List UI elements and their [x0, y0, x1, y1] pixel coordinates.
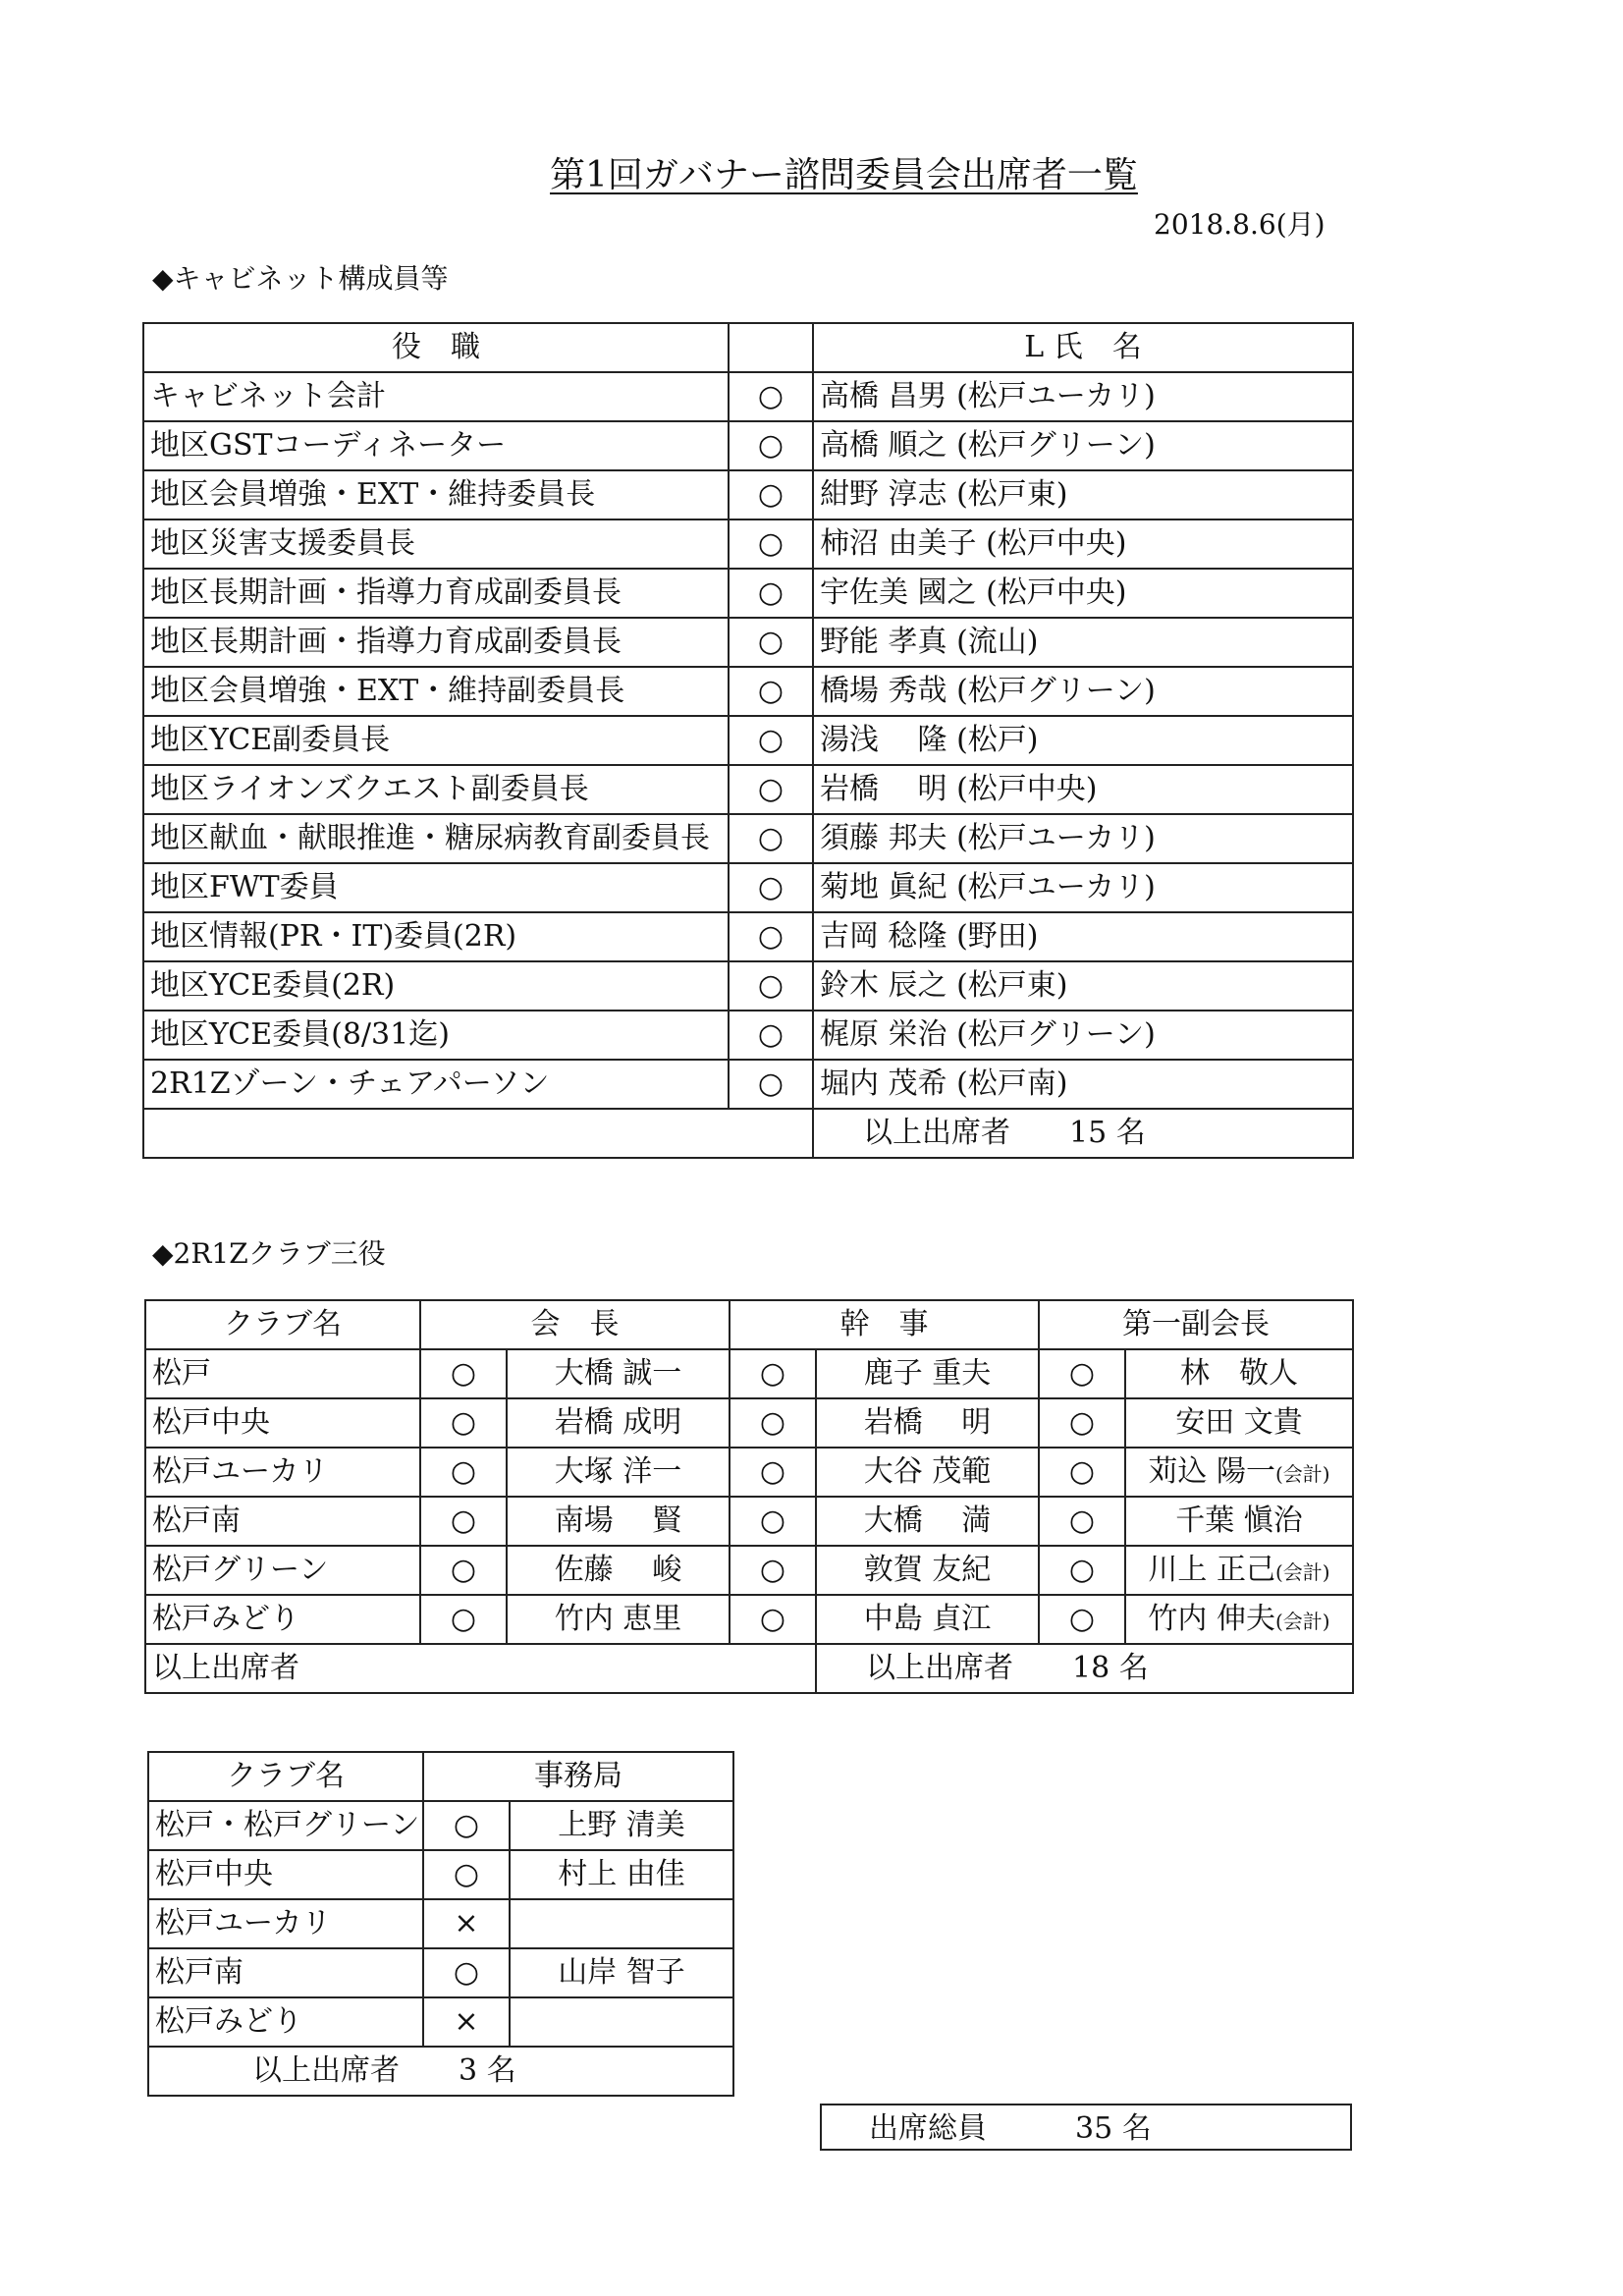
vice-president-name: 竹内 伸夫 [1148, 1602, 1275, 1636]
attendance-mark: ○ [729, 863, 813, 912]
vice-president-mark: ○ [1039, 1448, 1125, 1497]
attendance-mark: ○ [729, 618, 813, 667]
table-row [143, 618, 1353, 667]
table-row [143, 569, 1353, 618]
club-name-cell: 松戸みどり [145, 1595, 420, 1644]
cabinet-total: 以上出席者 15 名 [813, 1109, 1353, 1158]
table-row [145, 1497, 1353, 1546]
secretary-name: 中島 貞江 [816, 1595, 1039, 1644]
secretary-name: 敦賀 友紀 [816, 1546, 1039, 1595]
office-header: 事務局 [423, 1752, 733, 1801]
office-club-cell: 松戸南 [148, 1948, 423, 1997]
clubs-rows [145, 1349, 1353, 1644]
vice-president-mark: ○ [1039, 1349, 1125, 1398]
vice-president-name: 川上 正己 [1148, 1553, 1275, 1587]
secretary-name: 大橋 満 [816, 1497, 1039, 1546]
role-cell: 地区献血・献眼推進・糖尿病教育副委員長 [143, 814, 729, 863]
club-name-cell: 松戸 [145, 1349, 420, 1398]
attendance-mark: ○ [729, 912, 813, 961]
president-mark: ○ [420, 1595, 507, 1644]
table-row [143, 863, 1353, 912]
vice-president-note: (会計) [1274, 1610, 1330, 1633]
table-row [143, 470, 1353, 519]
table-row [143, 1060, 1353, 1109]
name-cell: 高橋 昌男 (松戸ユーカリ) [813, 372, 1353, 421]
club-header: クラブ名 [145, 1300, 420, 1349]
secretary-mark: ○ [730, 1448, 816, 1497]
attendance-mark: ○ [729, 569, 813, 618]
office-staff-name: 山岸 智子 [510, 1948, 733, 1997]
name-cell: 柿沼 由美子 (松戸中央) [813, 519, 1353, 569]
attendance-mark: ○ [729, 667, 813, 716]
secretary-header: 幹 事 [730, 1300, 1039, 1349]
cabinet-total-blank [143, 1109, 813, 1158]
role-cell: 地区ライオンズクエスト副委員長 [143, 765, 729, 814]
vice-president-cell [1125, 1595, 1353, 1644]
attendance-mark: ○ [729, 961, 813, 1011]
president-mark: ○ [420, 1546, 507, 1595]
name-cell: 高橋 順之 (松戸グリーン) [813, 421, 1353, 470]
office-club-header: クラブ名 [148, 1752, 423, 1801]
table-row [143, 716, 1353, 765]
mark-header [729, 323, 813, 372]
document-date: 2018.8.6(月) [1154, 208, 1325, 241]
club-name-cell: 松戸グリーン [145, 1546, 420, 1595]
office-total: 以上出席者 3 名 [148, 2047, 733, 2096]
president-name: 大塚 洋一 [507, 1448, 730, 1497]
clubs-table [144, 1299, 1354, 1694]
role-cell: 地区FWT委員 [143, 863, 729, 912]
role-cell: 地区情報(PR・IT)委員(2R) [143, 912, 729, 961]
vice-president-mark: ○ [1039, 1398, 1125, 1448]
name-cell: 湯浅 隆 (松戸) [813, 716, 1353, 765]
role-cell: 地区災害支援委員長 [143, 519, 729, 569]
name-cell: 吉岡 稔隆 (野田) [813, 912, 1353, 961]
table-row [143, 519, 1353, 569]
attendance-mark: × [423, 1899, 510, 1948]
name-cell: 菊地 眞紀 (松戸ユーカリ) [813, 863, 1353, 912]
cabinet-header-row [143, 323, 1353, 372]
grand-total-box [820, 2104, 1352, 2151]
role-cell: 2R1Zゾーン・チェアパーソン [143, 1060, 729, 1109]
table-row [143, 372, 1353, 421]
table-row [148, 1997, 733, 2047]
clubs-header-row [145, 1300, 1353, 1349]
office-table [147, 1751, 734, 2097]
office-club-cell: 松戸みどり [148, 1997, 423, 2047]
vice-president-name: 苅込 陽一 [1148, 1454, 1275, 1489]
attendance-mark: ○ [729, 716, 813, 765]
cabinet-total-row [143, 1109, 1353, 1158]
attendance-mark: ○ [729, 372, 813, 421]
role-cell: 地区GSTコーディネーター [143, 421, 729, 470]
page-title: 第1回ガバナー諮問委員会出席者一覧 [550, 155, 1138, 195]
office-club-cell: 松戸ユーカリ [148, 1899, 423, 1948]
vice-president-mark: ○ [1039, 1546, 1125, 1595]
vice-president-note: (会計) [1274, 1462, 1330, 1486]
secretary-mark: ○ [730, 1349, 816, 1398]
vice-president-note: (会計) [1274, 1560, 1330, 1584]
table-row [145, 1448, 1353, 1497]
role-cell: 地区YCE委員(8/31迄) [143, 1011, 729, 1060]
president-header: 会 長 [420, 1300, 730, 1349]
name-cell: 須藤 邦夫 (松戸ユーカリ) [813, 814, 1353, 863]
cabinet-rows [143, 372, 1353, 1109]
role-cell: 地区YCE委員(2R) [143, 961, 729, 1011]
president-name: 岩橋 成明 [507, 1398, 730, 1448]
vice-president-name: 安田 文貴 [1175, 1405, 1303, 1440]
attendance-mark: ○ [423, 1948, 510, 1997]
office-staff-name: 村上 由佳 [510, 1850, 733, 1899]
clubs-section-heading: ◆2R1Zクラブ三役 [152, 1237, 386, 1270]
vice-president-cell [1125, 1546, 1353, 1595]
club-name-cell: 松戸中央 [145, 1398, 420, 1448]
club-name-cell: 松戸南 [145, 1497, 420, 1546]
role-cell: 地区会員増強・EXT・維持副委員長 [143, 667, 729, 716]
attendance-mark: ○ [729, 421, 813, 470]
president-name: 竹内 恵里 [507, 1595, 730, 1644]
vice-president-cell [1125, 1497, 1353, 1546]
president-mark: ○ [420, 1448, 507, 1497]
name-cell: 岩橋 明 (松戸中央) [813, 765, 1353, 814]
table-row [143, 421, 1353, 470]
table-row [148, 1948, 733, 1997]
vice-president-cell [1125, 1448, 1353, 1497]
vice-president-name: 林 敬人 [1180, 1356, 1298, 1391]
secretary-name: 岩橋 明 [816, 1398, 1039, 1448]
name-cell: 野能 孝真 (流山) [813, 618, 1353, 667]
president-mark: ○ [420, 1398, 507, 1448]
vice-president-header: 第一副会長 [1039, 1300, 1353, 1349]
name-cell: 梶原 栄治 (松戸グリーン) [813, 1011, 1353, 1060]
role-cell: 地区YCE副委員長 [143, 716, 729, 765]
role-header: 役 職 [143, 323, 729, 372]
attendance-mark: × [423, 1997, 510, 2047]
table-row [143, 1011, 1353, 1060]
role-cell: 地区会員増強・EXT・維持委員長 [143, 470, 729, 519]
vice-president-cell [1125, 1349, 1353, 1398]
president-name: 南場 賢 [507, 1497, 730, 1546]
attendance-mark: ○ [729, 814, 813, 863]
table-row [148, 1801, 733, 1850]
name-cell: 鈴木 辰之 (松戸東) [813, 961, 1353, 1011]
table-row [143, 912, 1353, 961]
cabinet-table [142, 322, 1354, 1159]
attendance-mark: ○ [729, 765, 813, 814]
clubs-total-label: 以上出席者 [145, 1644, 816, 1693]
attendance-mark: ○ [729, 519, 813, 569]
clubs-total-row [145, 1644, 1353, 1693]
name-cell: 宇佐美 國之 (松戸中央) [813, 569, 1353, 618]
office-rows [148, 1801, 733, 2047]
office-staff-name [510, 1997, 733, 2047]
office-header-row [148, 1752, 733, 1801]
secretary-mark: ○ [730, 1497, 816, 1546]
office-total-row [148, 2047, 733, 2096]
president-mark: ○ [420, 1497, 507, 1546]
office-staff-name: 上野 清美 [510, 1801, 733, 1850]
role-cell: キャビネット会計 [143, 372, 729, 421]
name-cell: 橋場 秀哉 (松戸グリーン) [813, 667, 1353, 716]
table-row [143, 961, 1353, 1011]
vice-president-name: 千葉 愼治 [1175, 1503, 1303, 1538]
table-row [145, 1595, 1353, 1644]
office-club-cell: 松戸・松戸グリーン [148, 1801, 423, 1850]
table-row [145, 1349, 1353, 1398]
vice-president-cell [1125, 1398, 1353, 1448]
attendance-mark: ○ [423, 1801, 510, 1850]
name-cell: 堀内 茂希 (松戸南) [813, 1060, 1353, 1109]
table-row [143, 765, 1353, 814]
secretary-name: 鹿子 重夫 [816, 1349, 1039, 1398]
name-cell: 紺野 淳志 (松戸東) [813, 470, 1353, 519]
role-cell: 地区長期計画・指導力育成副委員長 [143, 618, 729, 667]
vice-president-mark: ○ [1039, 1497, 1125, 1546]
table-row [145, 1398, 1353, 1448]
office-staff-name [510, 1899, 733, 1948]
secretary-name: 大谷 茂範 [816, 1448, 1039, 1497]
grand-total: 出席総員 35 名 [869, 2111, 1152, 2146]
table-row [148, 1850, 733, 1899]
secretary-mark: ○ [730, 1595, 816, 1644]
secretary-mark: ○ [730, 1546, 816, 1595]
table-row [148, 1899, 733, 1948]
table-row [145, 1546, 1353, 1595]
club-name-cell: 松戸ユーカリ [145, 1448, 420, 1497]
attendance-mark: ○ [729, 470, 813, 519]
office-club-cell: 松戸中央 [148, 1850, 423, 1899]
attendance-mark: ○ [423, 1850, 510, 1899]
table-row [143, 814, 1353, 863]
cabinet-section-heading: ◆キャビネット構成員等 [152, 262, 449, 295]
name-header: L 氏 名 [813, 323, 1353, 372]
president-mark: ○ [420, 1349, 507, 1398]
secretary-mark: ○ [730, 1398, 816, 1448]
president-name: 佐藤 峻 [507, 1546, 730, 1595]
attendance-mark: ○ [729, 1060, 813, 1109]
president-name: 大橋 誠一 [507, 1349, 730, 1398]
role-cell: 地区長期計画・指導力育成副委員長 [143, 569, 729, 618]
vice-president-mark: ○ [1039, 1595, 1125, 1644]
table-row [143, 667, 1353, 716]
attendance-mark: ○ [729, 1011, 813, 1060]
clubs-total: 以上出席者 18 名 [816, 1644, 1353, 1693]
